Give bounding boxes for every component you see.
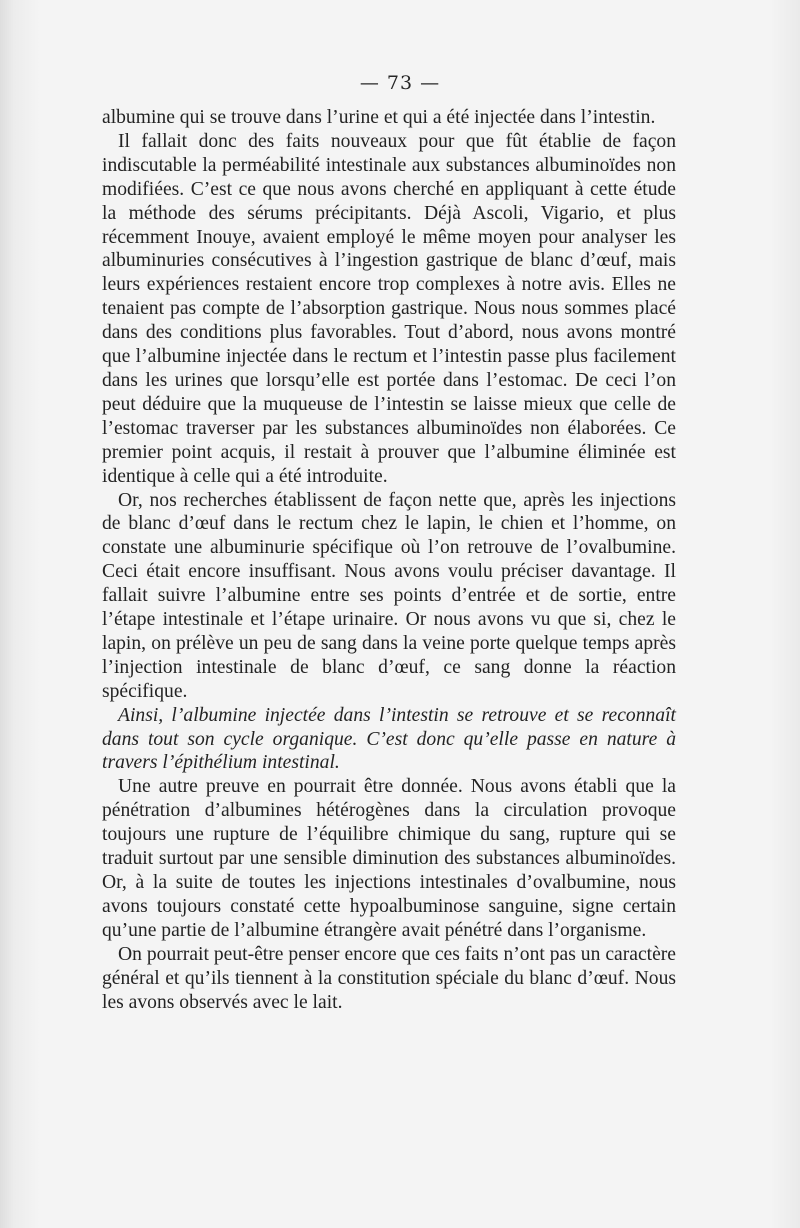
paragraph-research-findings: Or, nos recherches établissent de façon nette que, après les injections de blanc d’œuf dans le rectum chez le lapin, le chien et l’homme, on constate une albuminurie spécifique où l’on retrouve de l’ovalbumine. Ceci était encore insuffisant. Nous avons voulu préciser davantage. Il fallait suivre l’albumine entre ses points d’entrée et de sortie, entre l’étape intestinale et l’étape urinaire. Or nous avons vu que si, chez le lapin, on prélève un peu de sang dans la veine porte quelque temps après l’injection intestinale de blanc d’œuf, ce sang donne la réaction spécifique. (102, 489, 676, 702)
paragraph-conclusion-italic: Ainsi, l’albumine injectée dans l’intestin se retrouve et se reconnaît dans tout son cycle organique. C’est donc qu’elle passe en nature à travers l’épithélium intestinal. (102, 704, 676, 774)
paragraph-general-character: On pourrait peut-être penser encore que ces faits n’ont pas un caractère général et qu’ils tiennent à la constitution spéciale du blanc d’œuf. Nous les avons observés avec le lait. (102, 943, 676, 1013)
paragraph-further-proof: Une autre preuve en pourrait être donnée. Nous avons établi que la pénétration d’albumines hétérogènes dans la circulation provoque toujours une rupture de l’équilibre chimique du sang, rupture qui se traduit surtout par une sensible diminution des substances albuminoïdes. Or, à la suite de toutes les injections intestinales d’ovalbumine, nous avons toujours constaté cette hypoalbuminose sanguine, signe certain qu’une partie de l’albumine étrangère avait pénétré dans l’organisme. (102, 776, 676, 941)
body-text (102, 106, 676, 1014)
paragraph-continuation: albumine qui se trouve dans l’urine et qui a été injectée dans l’intestin. (102, 107, 656, 128)
paragraph-permeability: Il fallait donc des faits nouveaux pour que fût établie de façon indiscutable la perméabilité intestinale aux substances albuminoïdes non modifiées. C’est ce que nous avons cherché en appliquant à cette étude la méthode des sérums précipitants. Déjà Ascoli, Vigario, et plus récemment Inouye, avaient employé le même moyen pour analyser les albuminuries consécutives à l’ingestion gastrique de blanc d’œuf, mais leurs expériences restaient encore trop complexes à notre avis. Elles ne tenaient pas compte de l’absorption gastrique. Nous nous sommes placé dans des conditions plus favorables. Tout d’abord, nous avons montré que l’albumine injectée dans le rectum et l’intestin passe plus facilement dans les urines que lorsqu’elle est portée dans l’estomac. De ceci l’on peut déduire que la muqueuse de l’intestin se laisse mieux que celle de l’estomac traverser par les substances albuminoïdes non élaborées. Ce premier point acquis, il restait à prouver que l’albumine éliminée est identique à celle qui a été introduite. (102, 130, 676, 487)
page-number: — 73 — (359, 72, 441, 94)
